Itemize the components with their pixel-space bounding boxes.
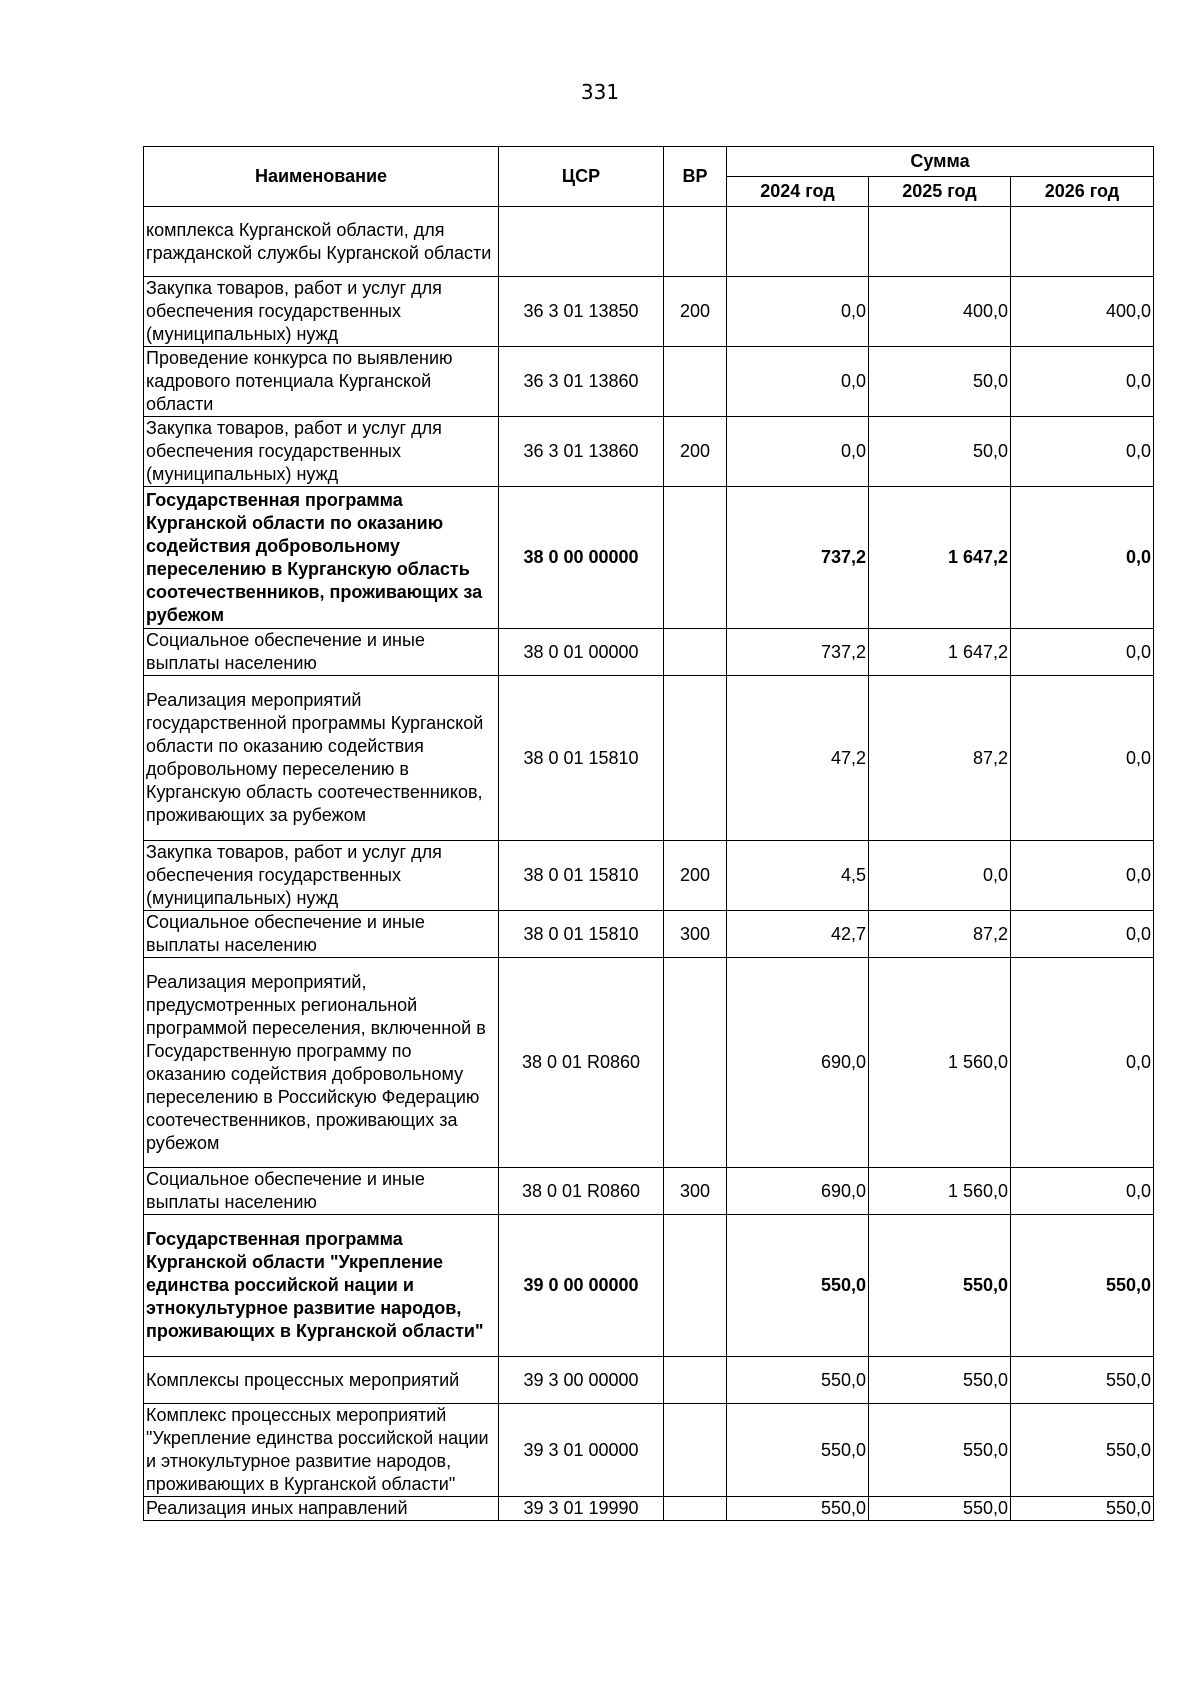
row-sum-2026: 550,0 [1011, 1215, 1154, 1357]
row-sum-2024: 690,0 [727, 1168, 869, 1215]
row-sum-2024: 550,0 [727, 1215, 869, 1357]
row-name: Закупка товаров, работ и услуг для обеспечения государственных (муниципальных) нужд [144, 417, 499, 487]
row-name: Закупка товаров, работ и услуг для обеспечения государственных (муниципальных) нужд [144, 841, 499, 911]
header-2024: 2024 год [727, 177, 869, 207]
table-row [144, 676, 1154, 841]
header-2025: 2025 год [869, 177, 1011, 207]
row-name: Государственная программа Курганской области по оказанию содействия добровольному переселению в Курганскую область соотечественников, проживающих за рубежом [144, 487, 499, 629]
row-name: Реализация мероприятий, предусмотренных региональной программой переселения, включенной в Государственную программу по оказанию содействия добровольному переселению в Российскую Федерацию соотечественников, проживающих за рубежом [144, 958, 499, 1168]
row-sum-2025: 87,2 [869, 676, 1011, 841]
row-csr: 39 3 00 00000 [499, 1357, 664, 1404]
row-sum-2026: 0,0 [1011, 487, 1154, 629]
row-sum-2026: 550,0 [1011, 1404, 1154, 1497]
row-name: Социальное обеспечение и иные выплаты населению [144, 1168, 499, 1215]
row-sum-2025 [869, 207, 1011, 277]
table-row [144, 1497, 1154, 1521]
row-vr: 200 [664, 417, 727, 487]
row-sum-2025: 0,0 [869, 841, 1011, 911]
row-name: Закупка товаров, работ и услуг для обеспечения государственных (муниципальных) нужд [144, 277, 499, 347]
row-csr: 39 3 01 00000 [499, 1404, 664, 1497]
row-csr: 38 0 01 R0860 [499, 1168, 664, 1215]
header-sum: Сумма [727, 147, 1154, 177]
row-csr: 36 3 01 13860 [499, 347, 664, 417]
row-vr [664, 1357, 727, 1404]
row-sum-2025: 1 560,0 [869, 958, 1011, 1168]
row-sum-2026: 0,0 [1011, 676, 1154, 841]
row-sum-2024: 737,2 [727, 487, 869, 629]
row-name: Социальное обеспечение и иные выплаты населению [144, 911, 499, 958]
row-sum-2025: 1 560,0 [869, 1168, 1011, 1215]
row-sum-2025: 50,0 [869, 417, 1011, 487]
row-vr [664, 347, 727, 417]
row-sum-2024: 737,2 [727, 629, 869, 676]
row-name: Реализация иных направлений [144, 1497, 499, 1521]
row-sum-2024 [727, 207, 869, 277]
row-sum-2026: 550,0 [1011, 1357, 1154, 1404]
row-csr: 38 0 01 15810 [499, 841, 664, 911]
table-body [144, 207, 1154, 1521]
row-sum-2025: 1 647,2 [869, 629, 1011, 676]
row-vr [664, 1497, 727, 1521]
row-vr [664, 207, 727, 277]
header-2026: 2026 год [1011, 177, 1154, 207]
row-sum-2025: 50,0 [869, 347, 1011, 417]
row-sum-2025: 87,2 [869, 911, 1011, 958]
row-name: Государственная программа Курганской области "Укрепление единства российской нации и этнокультурное развитие народов, проживающих в Курганской области" [144, 1215, 499, 1357]
row-sum-2025: 550,0 [869, 1404, 1011, 1497]
row-vr [664, 1404, 727, 1497]
table-row [144, 958, 1154, 1168]
row-sum-2024: 690,0 [727, 958, 869, 1168]
row-sum-2025: 550,0 [869, 1215, 1011, 1357]
row-sum-2025: 550,0 [869, 1497, 1011, 1521]
row-csr: 39 3 01 19990 [499, 1497, 664, 1521]
header-name: Наименование [144, 147, 499, 207]
budget-table [143, 146, 1154, 1521]
row-sum-2026: 0,0 [1011, 841, 1154, 911]
row-name: Социальное обеспечение и иные выплаты населению [144, 629, 499, 676]
row-sum-2024: 0,0 [727, 347, 869, 417]
row-vr [664, 958, 727, 1168]
table-row [144, 1215, 1154, 1357]
table-row [144, 417, 1154, 487]
row-csr: 38 0 00 00000 [499, 487, 664, 629]
row-sum-2026: 0,0 [1011, 347, 1154, 417]
table-row [144, 347, 1154, 417]
row-sum-2026: 0,0 [1011, 417, 1154, 487]
table-row [144, 1168, 1154, 1215]
row-sum-2024: 0,0 [727, 277, 869, 347]
row-csr: 36 3 01 13860 [499, 417, 664, 487]
row-csr: 38 0 01 R0860 [499, 958, 664, 1168]
row-name: Проведение конкурса по выявлению кадрового потенциала Курганской области [144, 347, 499, 417]
table-row [144, 911, 1154, 958]
table-row [144, 487, 1154, 629]
row-vr [664, 676, 727, 841]
row-vr [664, 487, 727, 629]
row-sum-2024: 550,0 [727, 1497, 869, 1521]
row-csr: 39 0 00 00000 [499, 1215, 664, 1357]
page-number: 331 [580, 80, 620, 104]
row-csr: 36 3 01 13850 [499, 277, 664, 347]
row-vr [664, 1215, 727, 1357]
row-name: комплекса Курганской области, для гражданской службы Курганской области [144, 207, 499, 277]
row-csr: 38 0 01 00000 [499, 629, 664, 676]
row-sum-2024: 47,2 [727, 676, 869, 841]
row-name: Реализация мероприятий государственной программы Курганской области по оказанию содействия добровольному переселению в Курганскую область соотечественников, проживающих за рубежом [144, 676, 499, 841]
row-vr: 300 [664, 1168, 727, 1215]
row-sum-2026: 0,0 [1011, 911, 1154, 958]
row-csr: 38 0 01 15810 [499, 911, 664, 958]
row-sum-2026: 0,0 [1011, 1168, 1154, 1215]
header-csr: ЦСР [499, 147, 664, 207]
row-vr: 200 [664, 277, 727, 347]
row-sum-2024: 0,0 [727, 417, 869, 487]
row-sum-2025: 1 647,2 [869, 487, 1011, 629]
row-sum-2026: 0,0 [1011, 958, 1154, 1168]
row-vr: 200 [664, 841, 727, 911]
row-sum-2024: 4,5 [727, 841, 869, 911]
row-csr [499, 207, 664, 277]
table-row [144, 1357, 1154, 1404]
table-row [144, 277, 1154, 347]
row-sum-2026: 400,0 [1011, 277, 1154, 347]
row-name: Комплексы процессных мероприятий [144, 1357, 499, 1404]
row-sum-2024: 42,7 [727, 911, 869, 958]
row-sum-2026 [1011, 207, 1154, 277]
row-csr: 38 0 01 15810 [499, 676, 664, 841]
table-row [144, 629, 1154, 676]
row-sum-2026: 0,0 [1011, 629, 1154, 676]
row-sum-2026: 550,0 [1011, 1497, 1154, 1521]
row-sum-2025: 400,0 [869, 277, 1011, 347]
row-vr: 300 [664, 911, 727, 958]
row-sum-2025: 550,0 [869, 1357, 1011, 1404]
row-name: Комплекс процессных мероприятий "Укрепление единства российской нации и этнокультурное развитие народов, проживающих в Курганской области" [144, 1404, 499, 1497]
row-sum-2024: 550,0 [727, 1404, 869, 1497]
row-sum-2024: 550,0 [727, 1357, 869, 1404]
table-row [144, 1404, 1154, 1497]
header-vr: ВР [664, 147, 727, 207]
table-row [144, 207, 1154, 277]
table-row [144, 841, 1154, 911]
row-vr [664, 629, 727, 676]
